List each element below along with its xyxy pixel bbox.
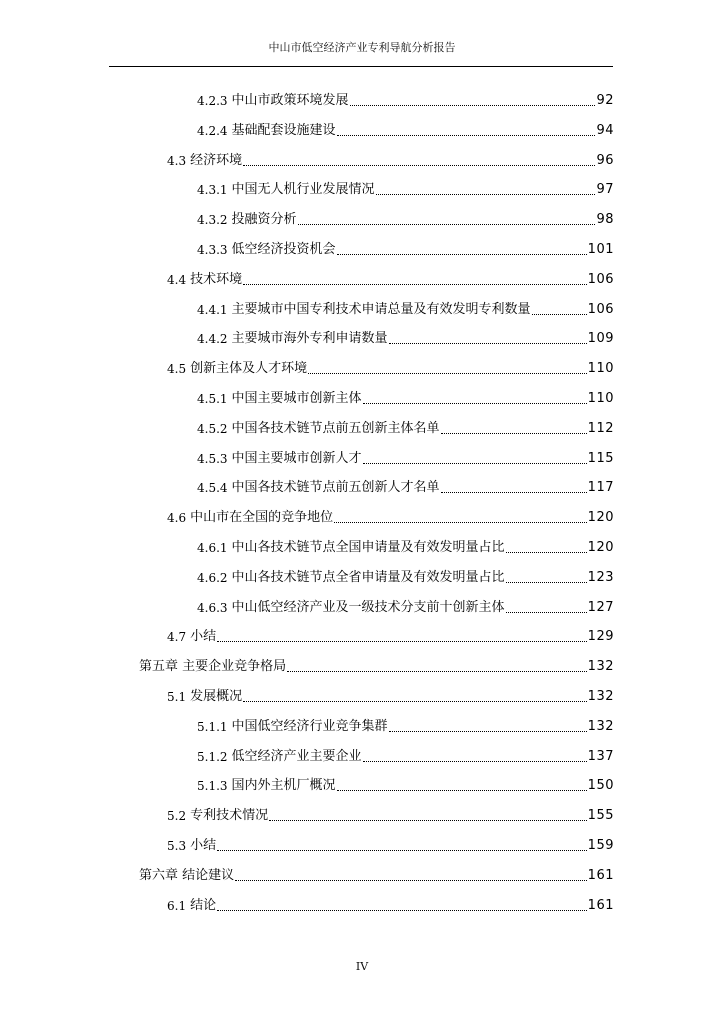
toc-entry-page: 155 [587,808,614,824]
page-header: 中山市低空经济产业专利导航分析报告 [268,41,456,54]
toc-entry-title: 中国低空经济行业竞争集群 [231,718,388,734]
toc-entry-title: 中国主要城市创新人才 [231,450,362,466]
toc-entry[interactable] [197,475,614,497]
toc-entry[interactable] [197,565,614,587]
toc-entry-title: 低空经济投资机会 [231,242,336,257]
toc-entry-title: 中山市政策环境发展 [231,93,349,108]
toc-entry-page: 132 [587,718,614,734]
toc-entry-page: 101 [587,242,614,257]
toc-dot-leader [337,254,587,255]
toc-entry[interactable] [197,386,614,408]
toc-entry[interactable] [197,118,614,140]
toc-entry-page: 106 [587,271,614,287]
toc-entry-page: 161 [587,897,614,913]
toc-entry-number: 4.3.2 [197,213,228,228]
toc-dot-leader [217,910,587,911]
toc-entry[interactable] [197,446,614,468]
toc-entry[interactable] [197,207,614,229]
toc-dot-leader [217,641,587,642]
toc-entry[interactable] [167,267,614,289]
toc-entry-page: 159 [587,838,614,853]
toc-dot-leader [243,701,587,702]
toc-entry[interactable] [197,297,614,319]
toc-entry-number: 4.3.1 [197,183,228,198]
toc-entry-title: 中山市在全国的竞争地位 [190,510,334,526]
toc-dot-leader [243,165,595,166]
toc-dot-leader [532,314,587,315]
toc-entry-page: 96 [596,152,614,168]
toc-entry-page: 132 [587,689,614,704]
toc-entry-title: 国内外主机厂概况 [231,778,336,794]
toc-entry-page: 129 [587,629,614,645]
toc-entry-page: 120 [587,540,614,555]
toc-entry[interactable] [197,237,614,259]
toc-entry-page: 97 [596,182,614,198]
toc-entry-page: 123 [587,569,614,585]
toc-entry-title: 第五章 主要企业竞争格局 [139,659,287,675]
toc-entry-title: 发展概况 [190,689,243,704]
toc-dot-leader [363,761,587,762]
toc-entry[interactable] [167,833,614,855]
toc-entry-number: 4.5.1 [197,392,228,406]
toc-entry-title: 专利技术情况 [190,808,269,824]
toc-entry[interactable] [139,654,614,676]
toc-entry[interactable] [167,505,614,527]
toc-entry-title: 投融资分析 [231,212,297,228]
toc-entry-number: 5.2 [167,809,187,824]
toc-dot-leader [376,194,596,195]
toc-entry-page: 110 [587,391,614,406]
toc-entry-number: 4.6.3 [197,600,228,615]
toc-dot-leader [308,373,587,374]
toc-entry-number: 4.4.2 [197,332,228,347]
toc-entry-page: 117 [587,480,614,496]
toc-dot-leader [243,284,587,285]
toc-dot-leader [363,463,587,464]
toc-dot-leader [334,522,587,523]
toc-entry-page: 137 [587,748,614,764]
toc-entry[interactable] [197,714,614,736]
toc-entry-page: 127 [587,599,614,615]
toc-entry-title: 中国各技术链节点前五创新主体名单 [231,420,440,436]
toc-entry-page: 150 [587,778,614,794]
toc-entry-title: 中山各技术链节点全国申请量及有效发明量占比 [231,540,505,555]
toc-entry-number: 4.4 [167,272,187,287]
toc-entry-page: 112 [587,420,614,436]
toc-entry-title: 基础配套设施建设 [231,122,336,138]
toc-entry-title: 小结 [190,838,217,853]
toc-entry-number: 4.6.1 [197,541,228,555]
toc-dot-leader [506,582,587,583]
toc-entry-title: 低空经济产业主要企业 [231,748,362,764]
toc-entry-number: 4.6.2 [197,570,228,585]
page-number: IV [355,960,369,973]
toc-entry[interactable] [167,803,614,825]
toc-entry-number: 5.3 [167,839,187,853]
toc-entry-title: 第六章 结论建议 [139,867,235,883]
toc-entry-number: 4.2.3 [197,94,228,108]
toc-dot-leader [217,850,587,851]
toc-entry-number: 5.1.1 [197,719,228,734]
toc-entry[interactable] [197,744,614,766]
toc-entry-number: 4.3.3 [197,243,228,257]
toc-entry-title: 经济环境 [190,152,243,168]
toc-dot-leader [389,731,587,732]
header-rule [109,66,613,67]
toc-entry-number: 4.3 [167,153,187,168]
toc-entry-number: 4.5.3 [197,451,228,466]
toc-entry-page: 120 [587,510,614,526]
toc-entry-number: 5.1.3 [197,779,228,794]
toc-dot-leader [337,135,596,136]
toc-dot-leader [506,612,587,613]
toc-entry[interactable] [167,148,614,170]
toc-dot-leader [363,403,587,404]
toc-dot-leader [441,492,587,493]
toc-entry-title: 中山低空经济产业及一级技术分支前十创新主体 [231,599,505,615]
toc-dot-leader [389,343,587,344]
toc-entry[interactable] [167,356,614,378]
toc-entry-page: 115 [587,450,614,466]
toc-entry-page: 132 [587,659,614,675]
toc-entry-number: 5.1 [167,690,187,704]
toc-entry[interactable] [197,595,614,617]
toc-entry-number: 5.1.2 [197,749,228,764]
toc-entry-number: 6.1 [167,898,187,913]
toc-entry-page: 106 [587,301,614,317]
toc-dot-leader [350,105,596,106]
toc-entry-title: 中国无人机行业发展情况 [231,182,375,198]
toc-entry[interactable] [197,773,614,795]
toc-entry[interactable] [197,177,614,199]
toc-entry-title: 创新主体及人才环境 [190,361,308,377]
toc-entry-number: 4.5.4 [197,481,228,496]
toc-dot-leader [506,552,587,553]
toc-entry-title: 主要城市中国专利技术申请总量及有效发明专利数量 [231,301,531,317]
toc-entry[interactable] [197,326,614,348]
toc-dot-leader [337,790,587,791]
toc-entry[interactable] [197,88,614,110]
toc-entry-title: 小结 [190,629,217,645]
toc-entry-number: 4.6 [167,511,187,526]
toc-entry-number: 4.4.1 [197,302,228,317]
toc-entry[interactable] [197,535,614,557]
toc-entry-number: 4.2.4 [197,123,228,138]
toc-dot-leader [287,671,587,672]
toc-dot-leader [441,433,587,434]
toc-entry[interactable] [167,624,614,646]
toc-entry-page: 110 [587,361,614,377]
toc-entry-title: 结论 [190,897,217,913]
toc-entry-page: 92 [596,93,614,108]
toc-entry-title: 中山各技术链节点全省申请量及有效发明量占比 [231,569,505,585]
toc-entry-number: 4.5.2 [197,421,228,436]
toc-entry-number: 4.7 [167,630,187,645]
toc-entry-page: 94 [596,122,614,138]
toc-entry-page: 98 [596,212,614,228]
toc-entry-page: 161 [587,867,614,883]
toc-entry[interactable] [139,863,614,885]
toc-entry-title: 技术环境 [190,271,243,287]
toc-dot-leader [269,820,587,821]
toc-dot-leader [298,224,596,225]
toc-entry[interactable] [167,684,614,706]
toc-entry[interactable] [197,416,614,438]
toc-entry-title: 主要城市海外专利申请数量 [231,331,388,347]
toc-dot-leader [235,880,587,881]
toc-entry-page: 109 [587,331,614,347]
toc-entry-title: 中国各技术链节点前五创新人才名单 [231,480,440,496]
toc-entry[interactable] [167,893,614,915]
toc-entry-title: 中国主要城市创新主体 [231,391,362,406]
toc-entry-number: 4.5 [167,362,187,377]
